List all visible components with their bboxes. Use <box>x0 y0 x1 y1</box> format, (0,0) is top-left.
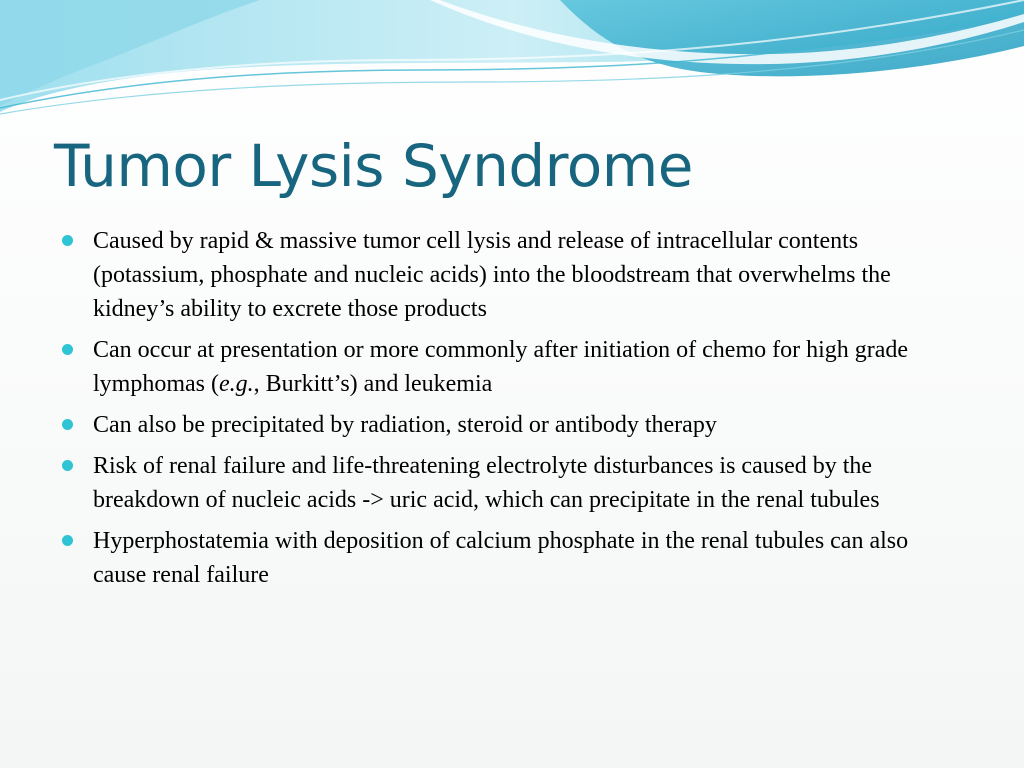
bullet-dot-icon <box>62 419 73 430</box>
bullet-text: Caused by rapid & massive tumor cell lysis and release of intracellular contents (potassium, phosphate and nucleic acids) into the bloodstream that overwhelms the kidney’s ability to excrete those products <box>93 228 891 322</box>
bullet-text: e.g. <box>219 371 254 397</box>
bullet-list <box>62 224 962 599</box>
bullet-dot-icon <box>62 535 73 546</box>
bullet-text: Hyperphostatemia with deposition of calcium phosphate in the renal tubules can also cause renal failure <box>93 528 909 588</box>
bullet-text: Can also be precipitated by radiation, steroid or antibody therapy <box>93 412 717 438</box>
bullet-text: Risk of renal failure and life-threatening electrolyte disturbances is caused by the breakdown of nucleic acids -> uric acid, which can precipitate in the renal tubules <box>93 453 880 513</box>
bullet-item <box>62 333 962 401</box>
bullet-text: Can occur at presentation or more commonly after initiation of chemo for high grade lymphomas ( <box>93 337 909 397</box>
bullet-dot-icon <box>62 344 73 355</box>
slide-title: Tumor Lysis Syndrome <box>54 132 693 200</box>
bullet-dot-icon <box>62 460 73 471</box>
bullet-text: , Burkitt’s) and leukemia <box>253 371 493 397</box>
bullet-item <box>62 408 962 442</box>
bullet-dot-icon <box>62 235 73 246</box>
bullet-item <box>62 224 962 326</box>
bullet-item <box>62 524 962 592</box>
bullet-item <box>62 449 962 517</box>
